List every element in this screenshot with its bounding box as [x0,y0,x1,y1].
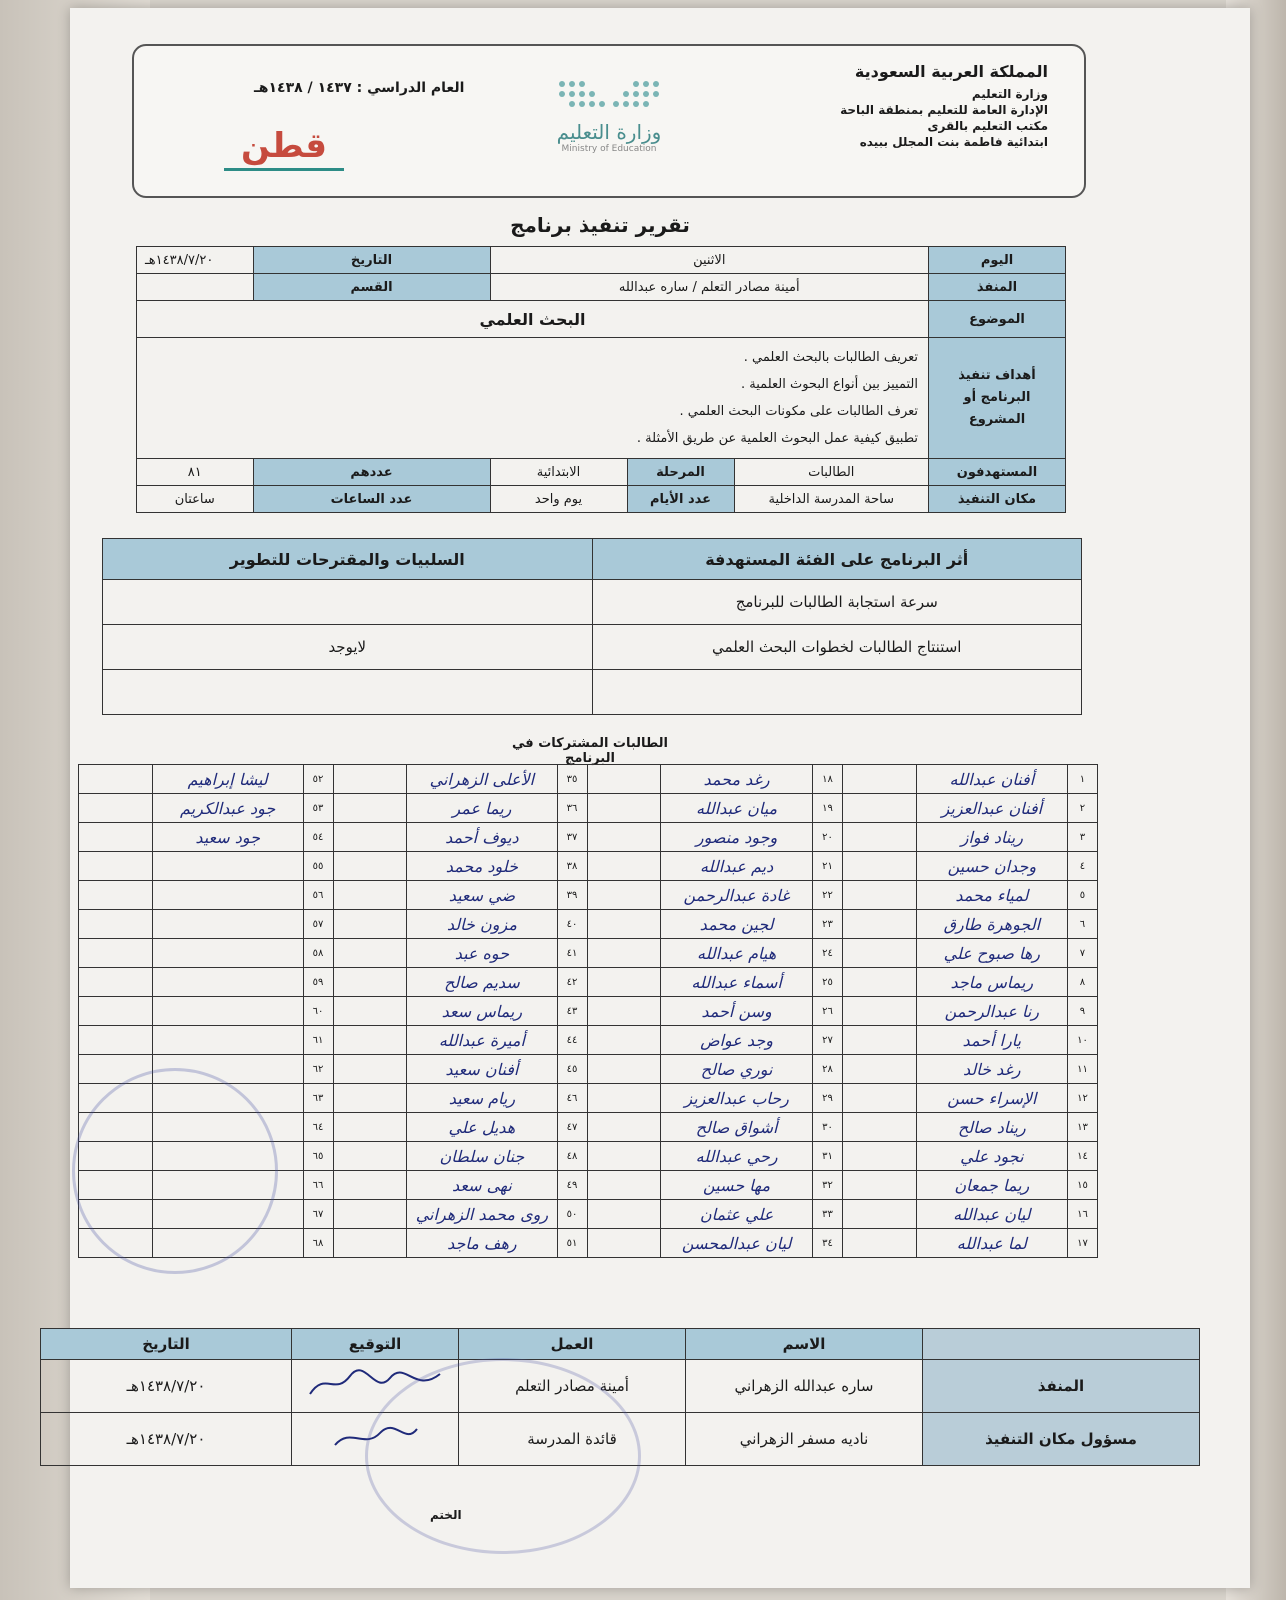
participant-number: ١٥ [1067,1171,1097,1200]
participant-row [79,794,1098,823]
executor-name: ساره عبدالله الزهراني [686,1360,923,1413]
participant-name: نجود علي [916,1142,1067,1171]
participant-row [79,939,1098,968]
participant-number: ٢٤ [812,939,842,968]
participant-name: وجدان حسين [916,852,1067,881]
participant-name: علي عثمان [661,1200,813,1229]
participant-name: الإسراء حسن [916,1084,1067,1113]
participant-signature [842,1229,916,1258]
participant-signature [333,968,407,997]
participant-signature [587,1229,661,1258]
participant-signature [79,765,153,794]
hours-label: عدد الساعات [253,486,490,513]
participant-signature [333,1171,407,1200]
participant-signature [842,1026,916,1055]
participant-signature [842,1171,916,1200]
stage-value: الابتدائية [490,459,627,486]
participant-signature [842,1113,916,1142]
participant-number: ٣ [1067,823,1097,852]
participant-number: ٥٢ [303,765,333,794]
participant-name: يارا أحمد [916,1026,1067,1055]
participant-name [152,881,303,910]
participant-signature [587,881,661,910]
participant-name: ريناد فواز [916,823,1067,852]
participant-signature [842,1055,916,1084]
participant-number: ٢٦ [812,997,842,1026]
participant-name: لما عبدالله [916,1229,1067,1258]
participant-name: حوه عبد [407,939,557,968]
participant-name: وجود منصور [661,823,813,852]
official-stamp-left [72,1068,278,1274]
days-value: يوم واحد [490,486,627,513]
participant-signature [333,997,407,1026]
participant-number: ٤٣ [557,997,587,1026]
sign-header: التوقيع [292,1329,459,1360]
participant-number: ٤٧ [557,1113,587,1142]
participant-name: وسن أحمد [661,997,813,1026]
participant-row [79,910,1098,939]
participant-number: ٤ [1067,852,1097,881]
participant-name: جنان سلطان [407,1142,557,1171]
participant-signature [79,910,153,939]
participant-name [152,968,303,997]
participant-number: ٥٤ [303,823,333,852]
participant-signature [842,997,916,1026]
participant-number: ٤٦ [557,1084,587,1113]
participant-name: نهى سعد [407,1171,557,1200]
participant-signature [587,1055,661,1084]
ministry-logo-english: Ministry of Education [561,144,657,154]
executor-role: المنفذ [923,1360,1200,1413]
participant-name [152,997,303,1026]
negative-item [103,670,593,715]
job-header: العمل [459,1329,686,1360]
participant-number: ٢٣ [812,910,842,939]
participant-signature [333,765,407,794]
participant-signature [842,1142,916,1171]
participant-signature [79,852,153,881]
participant-name: هيام عبدالله [661,939,813,968]
office-name: مكتب التعليم بالقرى [927,119,1048,133]
sign-corner [923,1329,1200,1360]
participant-signature [79,968,153,997]
participant-signature [333,852,407,881]
participant-number: ٤٢ [557,968,587,997]
participant-number: ٦٦ [303,1171,333,1200]
participant-number: ٥٩ [303,968,333,997]
hours-value: ساعتان [137,486,254,513]
participant-signature [587,910,661,939]
day-value: الاثنين [490,247,928,274]
participant-number: ١٠ [1067,1026,1097,1055]
participant-number: ٧ [1067,939,1097,968]
participant-name: أفنان عبدالعزيز [916,794,1067,823]
participant-signature [842,1084,916,1113]
participant-name: ضي سعيد [407,881,557,910]
participant-name: رهف ماجد [407,1229,557,1258]
participant-name: ريما جمعان [916,1171,1067,1200]
target-value: الطالبات [734,459,928,486]
participant-name: رحي عبدالله [661,1142,813,1171]
qatn-logo-text: قطن [241,126,327,166]
participant-row [79,1026,1098,1055]
place-value: ساحة المدرسة الداخلية [734,486,928,513]
participant-name: أفنان عبدالله [916,765,1067,794]
participant-signature [587,1084,661,1113]
ministry-logo-arabic: وزارة التعليم [556,120,662,144]
participant-number: ٥٧ [303,910,333,939]
goals-label: أهداف تنفيذ البرنامج أو المشروع [929,338,1066,459]
participant-number: ٣٧ [557,823,587,852]
academic-year [254,80,464,96]
participant-name: جود عبدالكريم [152,794,303,823]
participant-name: ميان عبدالله [661,794,813,823]
participant-signature [587,939,661,968]
participant-number: ٣٨ [557,852,587,881]
official-stamp-bottom [365,1358,641,1554]
kingdom-name: المملكة العربية السعودية [854,62,1048,81]
participant-signature [79,1026,153,1055]
qatn-logo-bar [224,168,344,171]
participant-number: ١٢ [1067,1084,1097,1113]
participant-signature [333,1084,407,1113]
participant-number: ٩ [1067,997,1097,1026]
participant-name: لجين محمد [661,910,813,939]
participant-name: ريام سعيد [407,1084,557,1113]
stage-label: المرحلة [627,459,734,486]
participant-signature [587,823,661,852]
participant-signature [79,794,153,823]
qatn-logo [204,126,364,171]
target-label: المستهدفون [929,459,1066,486]
participant-name: مزون خالد [407,910,557,939]
topic-value: البحث العلمي [137,301,929,338]
participant-number: ٦٤ [303,1113,333,1142]
participant-number: ٤٥ [557,1055,587,1084]
participant-row [79,1055,1098,1084]
participant-number: ٤١ [557,939,587,968]
participant-name: جود سعيد [152,823,303,852]
participant-signature [587,1142,661,1171]
place-responsible-name: ناديه مسفر الزهراني [686,1413,923,1466]
participant-number: ٢ [1067,794,1097,823]
count-label: عددهم [253,459,490,486]
participant-name: رحاب عبدالعزيز [661,1084,813,1113]
participant-number: ٣٢ [812,1171,842,1200]
participant-number: ١١ [1067,1055,1097,1084]
participant-name: ليشا إبراهيم [152,765,303,794]
participant-signature [333,823,407,852]
participant-number: ٥٠ [557,1200,587,1229]
date-value: ١٤٣٨/٧/٢٠هـ [137,247,254,274]
participant-row [79,997,1098,1026]
negative-item: لايوجد [103,625,593,670]
goals-list [137,338,929,459]
participant-name: روى محمد الزهراني [407,1200,557,1229]
participant-number: ٣٠ [812,1113,842,1142]
participant-number: ٦٨ [303,1229,333,1258]
goal-item: تعريف الطالبات بالبحث العلمي . [743,350,918,365]
participants-title: الطالبات المشتركات في البرنامج [512,736,668,766]
participant-number: ٣٣ [812,1200,842,1229]
participant-signature [842,1200,916,1229]
participant-signature [333,1055,407,1084]
participant-signature [587,852,661,881]
participant-name: رغد خالد [916,1055,1067,1084]
count-value: ٨١ [137,459,254,486]
participant-name: ريماس سعد [407,997,557,1026]
participant-number: ٥١ [557,1229,587,1258]
academic-year-value: ١٤٣٧ / ١٤٣٨هـ [254,80,352,96]
participant-name: ريما عمر [407,794,557,823]
participant-signature [587,1026,661,1055]
participant-name [152,939,303,968]
executor-job: أمينة مصادر التعلم [459,1360,686,1413]
participant-number: ٦٢ [303,1055,333,1084]
school-name: ابتدائية فاطمة بنت المجلل ببيده [859,135,1048,149]
participant-number: ٢٨ [812,1055,842,1084]
negatives-header: السلبيات والمقترحات للتطوير [103,539,593,580]
participant-signature [79,997,153,1026]
participant-signature [79,939,153,968]
participant-name: الأعلى الزهراني [407,765,557,794]
participant-name: أميرة عبدالله [407,1026,557,1055]
participant-signature [587,1171,661,1200]
participant-name: أشواق صالح [661,1113,813,1142]
participant-signature [842,881,916,910]
participant-row [79,968,1098,997]
participant-number: ٥٥ [303,852,333,881]
participant-number: ٦٣ [303,1084,333,1113]
participant-number: ٣٦ [557,794,587,823]
participant-signature [842,794,916,823]
impact-item: استنتاج الطالبات لخطوات البحث العلمي [592,625,1082,670]
participant-name: ديم عبدالله [661,852,813,881]
topic-label: الموضوع [929,301,1066,338]
negative-item [103,580,593,625]
participant-signature [333,1142,407,1171]
participant-number: ٥٣ [303,794,333,823]
participant-number: ١٧ [1067,1229,1097,1258]
participant-number: ١٦ [1067,1200,1097,1229]
participant-signature [333,881,407,910]
participant-number: ٥ [1067,881,1097,910]
participant-number: ٢٥ [812,968,842,997]
participant-number: ٣٩ [557,881,587,910]
participant-name: أفنان سعيد [407,1055,557,1084]
participant-name [152,910,303,939]
participant-number: ١ [1067,765,1097,794]
letterhead [132,44,1086,198]
participant-number: ١٣ [1067,1113,1097,1142]
participant-signature [587,1200,661,1229]
participant-row [79,765,1098,794]
participant-number: ٤٨ [557,1142,587,1171]
participant-signature [842,910,916,939]
participant-name: ليان عبدالمحسن [661,1229,813,1258]
impact-item: سرعة استجابة الطالبات للبرنامج [592,580,1082,625]
goal-item: تطبيق كيفية عمل البحوث العلمية عن طريق الأمثلة . [636,431,918,446]
participant-number: ١٩ [812,794,842,823]
goal-item: التمييز بين أنواع البحوث العلمية . [741,377,918,392]
stamp-label: الختم [430,1508,462,1522]
program-info-table [136,246,1066,513]
participant-signature [842,765,916,794]
effects-table [102,538,1082,715]
impact-header: أثر البرنامج على الفئة المستهدفة [592,539,1082,580]
participant-signature [333,1026,407,1055]
days-label: عدد الأيام [627,486,734,513]
participant-signature [587,794,661,823]
executor-value: أمينة مصادر التعلم / ساره عبدالله [490,274,928,301]
participant-name: خلود محمد [407,852,557,881]
participant-name: مها حسين [661,1171,813,1200]
participant-number: ٣٤ [812,1229,842,1258]
participant-name: ليان عبدالله [916,1200,1067,1229]
participant-signature [842,852,916,881]
participant-signature [842,823,916,852]
participant-number: ٦١ [303,1026,333,1055]
participant-signature [587,765,661,794]
participant-number: ٢١ [812,852,842,881]
participant-signature [333,939,407,968]
participant-number: ٣١ [812,1142,842,1171]
participant-number: ٦٠ [303,997,333,1026]
participant-signature [79,823,153,852]
participant-signature [842,968,916,997]
participant-signature [842,939,916,968]
participant-name: ريماس ماجد [916,968,1067,997]
participant-number: ٥٨ [303,939,333,968]
participant-number: ٤٤ [557,1026,587,1055]
participant-signature [333,1200,407,1229]
participant-number: ٢٩ [812,1084,842,1113]
participant-signature [333,1229,407,1258]
place-responsible-job: قائدة المدرسة [459,1413,686,1466]
participant-name [152,1026,303,1055]
participant-number: ٤٩ [557,1171,587,1200]
participant-number: ٦٥ [303,1142,333,1171]
participant-number: ١٤ [1067,1142,1097,1171]
participant-row [79,852,1098,881]
participant-signature [587,1113,661,1142]
ministry-name: وزارة التعليم [971,87,1048,101]
participant-number: ٦ [1067,910,1097,939]
participant-name: غادة عبدالرحمن [661,881,813,910]
name-header: الاسم [686,1329,923,1360]
participant-number: ٨ [1067,968,1097,997]
letterhead-text [728,64,1048,150]
participant-name: هديل علي [407,1113,557,1142]
participant-number: ٢٠ [812,823,842,852]
participant-number: ٣٥ [557,765,587,794]
academic-year-label: العام الدراسي : [356,80,465,96]
participant-signature [333,794,407,823]
ministry-logo-dots-icon [554,76,664,110]
participant-signature [333,1113,407,1142]
participant-signature [333,910,407,939]
report-title: تقرير تنفيذ برنامج [510,213,690,237]
participant-number: ٤٠ [557,910,587,939]
participant-name: ديوف أحمد [407,823,557,852]
participant-name: رها صبوح علي [916,939,1067,968]
goal-item: تعرف الطالبات على مكونات البحث العلمي . [679,404,918,419]
participant-row [79,881,1098,910]
participant-name: لمياء محمد [916,881,1067,910]
department-label: القسم [253,274,490,301]
participant-name: وجد عواض [661,1026,813,1055]
admin-name: الإدارة العامة للتعليم بمنطقة الباحة [840,103,1048,117]
executor-date: ١٤٣٨/٧/٢٠هـ [41,1360,292,1413]
participant-name: رغد محمد [661,765,813,794]
participant-number: ٢٧ [812,1026,842,1055]
participant-name [152,852,303,881]
executor-label: المنفذ [929,274,1066,301]
participant-name: ريناد صالح [916,1113,1067,1142]
participant-name: نوري صالح [661,1055,813,1084]
ministry-logo [524,76,694,154]
participant-signature [79,881,153,910]
department-value [137,274,254,301]
place-responsible-role: مسؤول مكان التنفيذ [923,1413,1200,1466]
participant-name: سديم صالح [407,968,557,997]
participant-number: ٦٧ [303,1200,333,1229]
day-label: اليوم [929,247,1066,274]
participant-name: أسماء عبدالله [661,968,813,997]
participant-signature [587,968,661,997]
date-header: التاريخ [41,1329,292,1360]
participant-row [79,823,1098,852]
participant-name: رنا عبدالرحمن [916,997,1067,1026]
participant-signature [587,997,661,1026]
place-label: مكان التنفيذ [929,486,1066,513]
document-sheet [70,8,1250,1588]
participant-number: ٢٢ [812,881,842,910]
participant-name: الجوهرة طارق [916,910,1067,939]
participant-number: ١٨ [812,765,842,794]
participant-number: ٥٦ [303,881,333,910]
place-responsible-date: ١٤٣٨/٧/٢٠هـ [41,1413,292,1466]
impact-item [592,670,1082,715]
date-label: التاريخ [253,247,490,274]
